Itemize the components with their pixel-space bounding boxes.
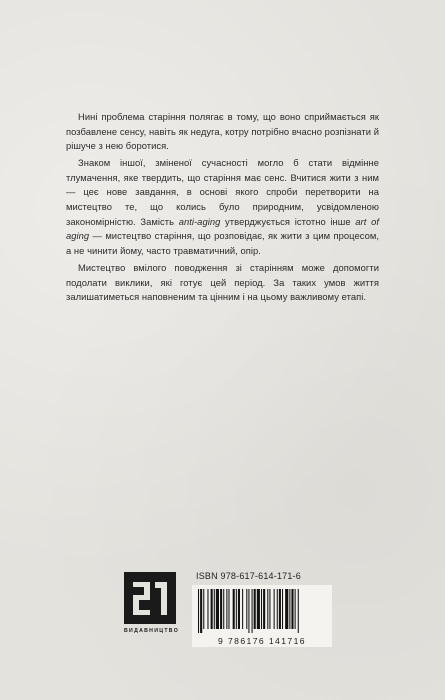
paragraph-1: Нині проблема старіння полягає в тому, що воно сприймається як позбавлене сенсу, навіть як недуга, котру потрібно вчасно розпізнати й рішуче з нею боротися. <box>66 111 379 152</box>
paragraph-2-start: Знаком іншої, зміненої сучасності могло б стати відмінне тлумачення, яке твердить, що старіння має сенс. Вчитися жити з ним — цеє нове завдання, в основі якого спроби перетворити на мистецтво те, що колись було природним, усвідомленою закономірністю. Замість <box>66 157 379 227</box>
barcode-digits: 9 786176 141716 <box>218 636 306 646</box>
paragraph-2-end: — мистецтво старіння, що розповідає, як жити з цим процесом, а не чинити йому, часто травматичний, опір. <box>66 230 379 256</box>
paragraph-2-middle: утверджується істотно інше <box>220 215 356 227</box>
paragraph-2 <box>66 156 379 258</box>
term-anti-aging: anti-aging <box>178 215 221 227</box>
term-art-of-aging: art of aging <box>66 215 379 242</box>
publisher-logo <box>124 572 176 624</box>
isbn-label: ISBN 978-617-614-171-6 <box>196 571 301 581</box>
paragraph-3: Мистецтво вмілого поводження зі старінням може допомогти подолати виклики, які готує цей період. За таких умов життя залишатиметься наповненим та цінним і на цьому важливому етапі. <box>66 261 379 303</box>
barcode-icon <box>192 585 332 635</box>
publisher-caption: ВИДАВНИЦТВО <box>124 628 180 634</box>
annotation-text <box>66 110 379 307</box>
publisher-21-icon <box>124 572 176 624</box>
